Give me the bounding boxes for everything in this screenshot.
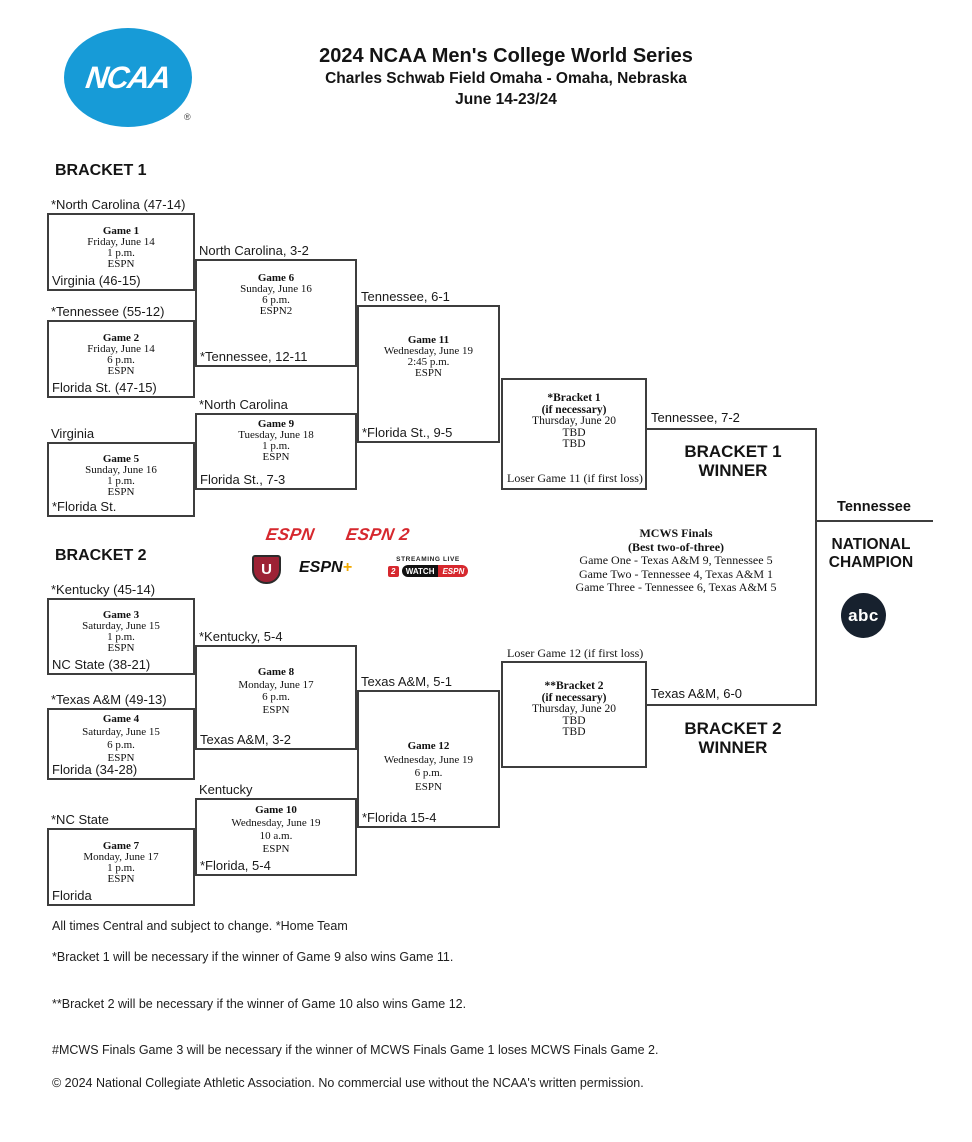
game-1-box [47, 197, 195, 291]
game-9-box [195, 397, 357, 490]
game-3-time: 1 p.m. [107, 631, 135, 643]
bracket-2-if-necessary-time: TBD [562, 714, 586, 727]
note-copyright: © 2024 National Collegiate Athletic Association. No commercial use without the NCAA's written permission. [52, 1076, 644, 1090]
game-8-date: Monday, June 17 [238, 678, 314, 691]
bracket-1-winner-label-line1: BRACKET 1 [684, 442, 782, 461]
espn-plus-sign: + [342, 559, 352, 576]
game-8-top-team: *Kentucky, 5-4 [199, 629, 283, 644]
game-3-network: ESPN [107, 642, 135, 654]
game-12-box [357, 674, 500, 828]
bracket-1-winner-label [649, 442, 817, 480]
bracket-1-if-necessary-title: *Bracket 1 [547, 392, 601, 404]
game-9-network: ESPN [262, 451, 290, 463]
bracket-2-if-necessary-date: Thursday, June 20 [532, 703, 616, 715]
bracket-1-if-necessary-date: Thursday, June 20 [532, 415, 616, 427]
watch-espn-badge-icon: 2 [388, 566, 399, 577]
bracket-2-winner-team: Texas A&M, 6-0 [651, 686, 743, 701]
game-7-box [47, 812, 195, 906]
game-6-time: 6 p.m. [262, 294, 290, 306]
game-2-info [49, 333, 193, 377]
game-3-title: Game 3 [102, 609, 140, 621]
abc-logo [841, 593, 886, 638]
game-11-date: Wednesday, June 19 [383, 345, 474, 357]
bracket-1-if-necessary-network: TBD [562, 438, 586, 450]
espn-plus-logo-text: ESPN [299, 559, 343, 576]
venue-line: Charles Schwab Field Omaha - Omaha, Nebraska [325, 70, 687, 87]
game-8-bottom-team: Texas A&M, 3-2 [200, 732, 292, 747]
espnu-logo [252, 555, 281, 584]
game-6-network: ESPN2 [259, 305, 293, 317]
game-8-network: ESPN [262, 703, 290, 716]
game-4-bottom-team: Florida (34-28) [52, 762, 138, 777]
bracket-1-winner-line [647, 428, 816, 430]
bracket-1-if-necessary-subtitle: (if necessary) [541, 403, 607, 416]
bracket-1-if-necessary-time: TBD [562, 426, 586, 439]
game-2-title: Game 2 [102, 332, 140, 344]
watch-espn-label: ESPN [438, 565, 468, 577]
bracket-2-loser-note: Loser Game 12 (if first loss) [507, 646, 644, 660]
game-12-top-team: Texas A&M, 5-1 [361, 674, 453, 689]
game-2-box [47, 304, 195, 398]
game-6-title: Game 6 [257, 272, 295, 284]
note-finals-game-3: #MCWS Finals Game 3 will be necessary if the winner of MCWS Finals Game 1 loses MCWS Finals Game 2. [52, 1043, 659, 1057]
espn2-logo: ESPN 2 [344, 525, 412, 544]
game-11-title: Game 11 [407, 334, 450, 346]
game-5-top-team: Virginia [51, 426, 95, 441]
game-5-time: 1 p.m. [107, 475, 135, 487]
game-9-date: Tuesday, June 18 [238, 429, 314, 441]
watch-espn-pill [386, 565, 470, 577]
page-title: 2024 NCAA Men's College World Series [319, 45, 693, 67]
game-4-network: ESPN [107, 752, 135, 764]
national-champion-label-line1: NATIONAL [831, 536, 911, 553]
game-12-title: Game 12 [407, 740, 450, 752]
game-2-bottom-team: Florida St. (47-15) [52, 380, 157, 395]
mcws-finals-game-three: Game Three - Tennessee 6, Texas A&M 5 [575, 580, 777, 594]
bracket-1-heading: BRACKET 1 [55, 162, 147, 179]
game-7-bottom-team: Florida [52, 888, 92, 903]
game-10-top-team: Kentucky [199, 782, 253, 797]
national-champion-label [797, 536, 945, 572]
mcws-finals-title: MCWS Finals [639, 526, 713, 540]
game-9-time: 1 p.m. [262, 440, 290, 452]
game-12-info [359, 740, 498, 794]
game-5-date: Sunday, June 16 [85, 464, 157, 476]
game-8-time: 6 p.m. [262, 691, 290, 703]
mcws-finals-game-two: Game Two - Tennessee 4, Texas A&M 1 [578, 566, 774, 581]
game-6-top-team: North Carolina, 3-2 [199, 243, 309, 258]
bracket-1-if-necessary-info [503, 393, 645, 451]
game-2-time: 6 p.m. [107, 354, 135, 366]
note-times: All times Central and subject to change. *Home Team [52, 919, 348, 933]
bracket-2-if-necessary-network: TBD [562, 726, 586, 738]
bracket-2-if-necessary-subtitle: (if necessary) [541, 691, 607, 704]
game-10-date: Wednesday, June 19 [231, 817, 321, 829]
page-header [176, 44, 836, 110]
national-champion-team: Tennessee [837, 499, 911, 515]
game-9-bottom-team: Florida St., 7-3 [200, 472, 286, 487]
game-3-bottom-team: NC State (38-21) [52, 657, 151, 672]
game-10-title: Game 10 [255, 804, 297, 816]
bracket-1-winner-team: Tennessee, 7-2 [651, 410, 740, 425]
mcws-finals-game-one: Game One - Texas A&M 9, Tennessee 5 [579, 553, 773, 567]
game-2-top-team: *Tennessee (55-12) [51, 304, 165, 319]
espn-logo: ESPN [264, 525, 317, 544]
game-1-info [49, 226, 193, 270]
game-12-network: ESPN [415, 780, 442, 793]
watch-label: WATCH [402, 565, 439, 577]
game-12-date: Wednesday, June 19 [383, 753, 474, 766]
game-3-info [49, 610, 193, 654]
game-4-box [47, 692, 195, 780]
game-4-date: Saturday, June 15 [82, 726, 160, 738]
game-1-date: Friday, June 14 [87, 236, 155, 248]
game-5-bottom-team: *Florida St. [52, 499, 117, 514]
bracket-2-winner-label-line1: BRACKET 2 [684, 719, 782, 738]
game-3-box [47, 582, 195, 675]
game-1-network: ESPN [107, 258, 135, 270]
ncaa-logo-text: NCAA [83, 59, 173, 95]
game-10-network: ESPN [262, 843, 290, 855]
watch-espn-logo [386, 556, 470, 577]
game-10-bottom-team: *Florida, 5-4 [200, 858, 271, 873]
bracket-2-if-necessary-box [501, 646, 647, 768]
game-11-info [359, 335, 498, 379]
champion-line [815, 520, 933, 522]
abc-logo-text: abc [848, 605, 879, 625]
game-3-top-team: *Kentucky (45-14) [51, 582, 156, 597]
game-4-top-team: *Texas A&M (49-13) [51, 692, 167, 707]
game-4-title: Game 4 [102, 713, 140, 725]
game-9-title: Game 9 [257, 418, 295, 430]
game-4-time: 6 p.m. [107, 739, 135, 751]
espnu-logo-text: U [261, 561, 272, 578]
game-7-info [49, 841, 193, 885]
game-6-date: Sunday, June 16 [240, 283, 312, 295]
bracket-1-if-necessary-box [501, 378, 647, 490]
game-11-network: ESPN [415, 367, 442, 379]
game-5-network: ESPN [107, 486, 135, 498]
game-9-info [197, 419, 355, 463]
bracket-1-loser-note: Loser Game 11 (if first loss) [507, 471, 643, 485]
streaming-live-label: STREAMING LIVE [396, 556, 460, 563]
registered-trademark-mark: ® [184, 112, 191, 122]
game-4-info [49, 713, 193, 765]
game-9-top-team: *North Carolina [199, 397, 288, 412]
bracket-2-if-necessary-info [503, 681, 645, 739]
game-1-title: Game 1 [102, 225, 140, 237]
game-1-time: 1 p.m. [107, 247, 135, 259]
dates-line: June 14-23/24 [455, 91, 557, 108]
game-10-box [195, 782, 357, 876]
game-11-box [357, 289, 500, 443]
game-2-network: ESPN [107, 365, 135, 377]
game-10-info [197, 804, 355, 856]
game-7-time: 1 p.m. [107, 862, 135, 874]
bracket-2-winner-line [647, 704, 816, 706]
game-1-bottom-team: Virginia (46-15) [52, 273, 141, 288]
game-5-info [49, 454, 193, 498]
game-6-bottom-team: *Tennessee, 12-11 [200, 349, 308, 364]
game-5-box [47, 426, 195, 517]
note-bracket-2: **Bracket 2 will be necessary if the winner of Game 10 also wins Game 12. [52, 997, 467, 1011]
game-3-date: Saturday, June 15 [82, 620, 160, 632]
bracket-2-winner-label [649, 719, 817, 757]
game-12-bottom-team: *Florida 15-4 [362, 810, 437, 825]
note-bracket-1: *Bracket 1 will be necessary if the winner of Game 9 also wins Game 11. [52, 950, 454, 964]
game-11-top-team: Tennessee, 6-1 [361, 289, 450, 304]
mcws-finals-results [543, 527, 809, 595]
bracket-2-winner-label-line2: WINNER [698, 738, 768, 757]
game-1-top-team: *North Carolina (47-14) [51, 197, 186, 212]
game-11-bottom-team: *Florida St., 9-5 [362, 425, 453, 440]
game-8-info [197, 666, 355, 716]
game-7-top-team: *NC State [51, 812, 109, 827]
mcws-finals-subtitle: (Best two-of-three) [627, 539, 725, 554]
game-7-network: ESPN [107, 873, 135, 885]
bracket-2-if-necessary-title: **Bracket 2 [544, 680, 604, 692]
game-8-title: Game 8 [257, 666, 295, 678]
game-5-title: Game 5 [102, 453, 140, 465]
game-11-time: 2:45 p.m. [407, 356, 450, 368]
game-10-time: 10 a.m. [259, 830, 293, 842]
game-2-date: Friday, June 14 [87, 343, 155, 355]
national-champion-label-line2: CHAMPION [828, 554, 914, 571]
game-7-title: Game 7 [102, 840, 140, 852]
game-8-box [195, 629, 357, 750]
bracket-1-winner-label-line2: WINNER [698, 461, 768, 480]
espn-plus-logo [299, 559, 352, 577]
bracket-2-heading: BRACKET 2 [55, 547, 147, 564]
game-12-time: 6 p.m. [414, 767, 443, 779]
game-6-box [195, 243, 357, 367]
ncaa-logo [64, 28, 192, 127]
game-7-date: Monday, June 17 [83, 851, 159, 863]
game-6-info [197, 273, 355, 317]
